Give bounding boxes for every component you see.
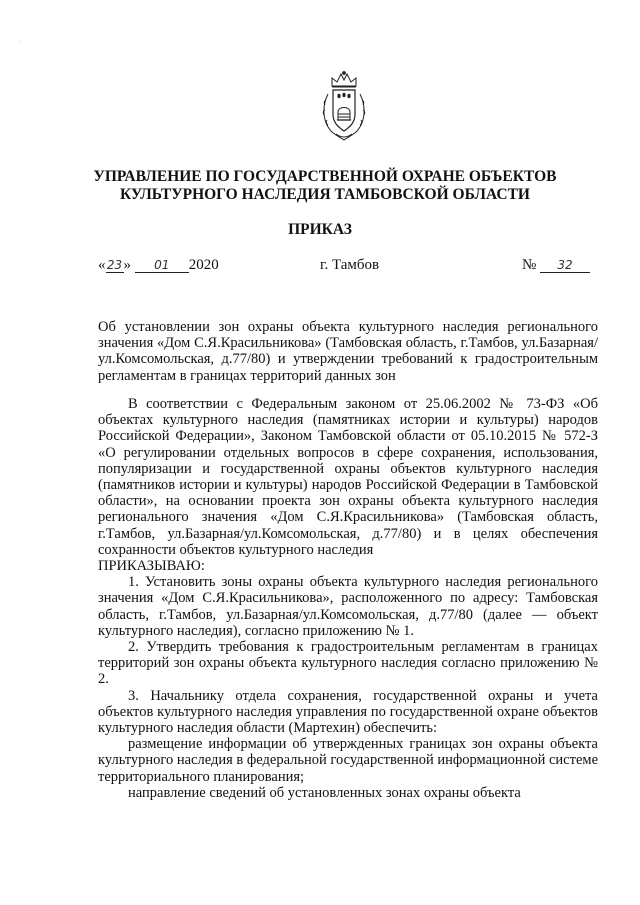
date-open-quote: « <box>98 257 106 273</box>
document-type: ПРИКАЗ <box>288 221 352 238</box>
preamble-paragraph: В соответствии с Федеральным законом от 25.06.2002 № 73-ФЗ «Об объектах культурного наследия (памятниках истории и культуры) народов Российской Федерации», Законом Тамбовской области от 05.10.2015 № 572-З «О регулировании отдельных вопросов в сфере сохранения, использования, популяризации и государственной охраны объектов культурного наследия (памятников истории и культуры) народов Российской Федерации в Тамбовской области», на основании проекта зон охраны объекта культурного наследия регионального значения «Дом С.Я.Красильникова» (Тамбовская область, г.Тамбов, ул.Базарная/ул.Комсомольская, д.77/80) и в целях обеспечения сохранности объектов культурного наследия <box>98 396 598 558</box>
tambov-coat-of-arms-icon <box>318 70 370 142</box>
scan-mark: ˙ <box>18 40 21 49</box>
org-title-line-1: УПРАВЛЕНИЕ ПО ГОСУДАРСТВЕННОЙ ОХРАНЕ ОБЪЕКТОВ <box>93 168 557 185</box>
number-label: № <box>522 257 537 273</box>
order-item-3a: размещение информации об утвержденных границах зон охраны объекта культурного наследия в федеральной государственной информационной системе территориального планирования; <box>98 736 599 785</box>
organization-title <box>80 168 570 204</box>
order-word: ПРИКАЗЫВАЮ: <box>98 558 205 575</box>
order-item-3b: направление сведений об установленных зонах охраны объекта <box>128 784 521 801</box>
org-title-line-2: КУЛЬТУРНОГО НАСЛЕДИЯ ТАМБОВСКОЙ ОБЛАСТИ <box>120 186 530 203</box>
date-month: 01 <box>135 258 189 273</box>
number-value: 32 <box>540 258 590 273</box>
order-number <box>522 257 590 274</box>
order-date <box>98 257 219 274</box>
order-item-3: 3. Начальнику отдела сохранения, государственной охраны и учета объектов культурного наследия управления по государственной охране объектов культурного наследия области (Мартехин) обеспечить: <box>98 687 598 737</box>
date-close-quote: » <box>123 257 131 273</box>
order-item-1: 1. Установить зоны охраны объекта культурного наследия регионального значения «Дом С.Я.Красильникова», расположенного по адресу: Тамбовская область, г.Тамбов, ул.Базарная/ул.Комсомольская, д.77/80 (далее — объект культурного наследия), согласно приложению № 1. <box>98 574 598 639</box>
date-day: 23 <box>106 258 123 272</box>
order-subject: Об установлении зон охраны объекта культурного наследия регионального значения «Дом С.Я.Красильникова» (Тамбовская область, г.Тамбов, ул.Базарная/ул.Комсомольская, д.77/80) и утверждении требований к градостроительным регламентам в границах территорий данных зон <box>98 319 598 384</box>
order-city: г. Тамбов <box>320 257 380 273</box>
order-body <box>98 396 598 801</box>
date-year: 2020 <box>188 257 219 273</box>
order-item-2: 2. Утвердить требования к градостроительным регламентам в границах территорий зон охраны объекта культурного наследия согласно приложению № 2. <box>98 639 598 688</box>
